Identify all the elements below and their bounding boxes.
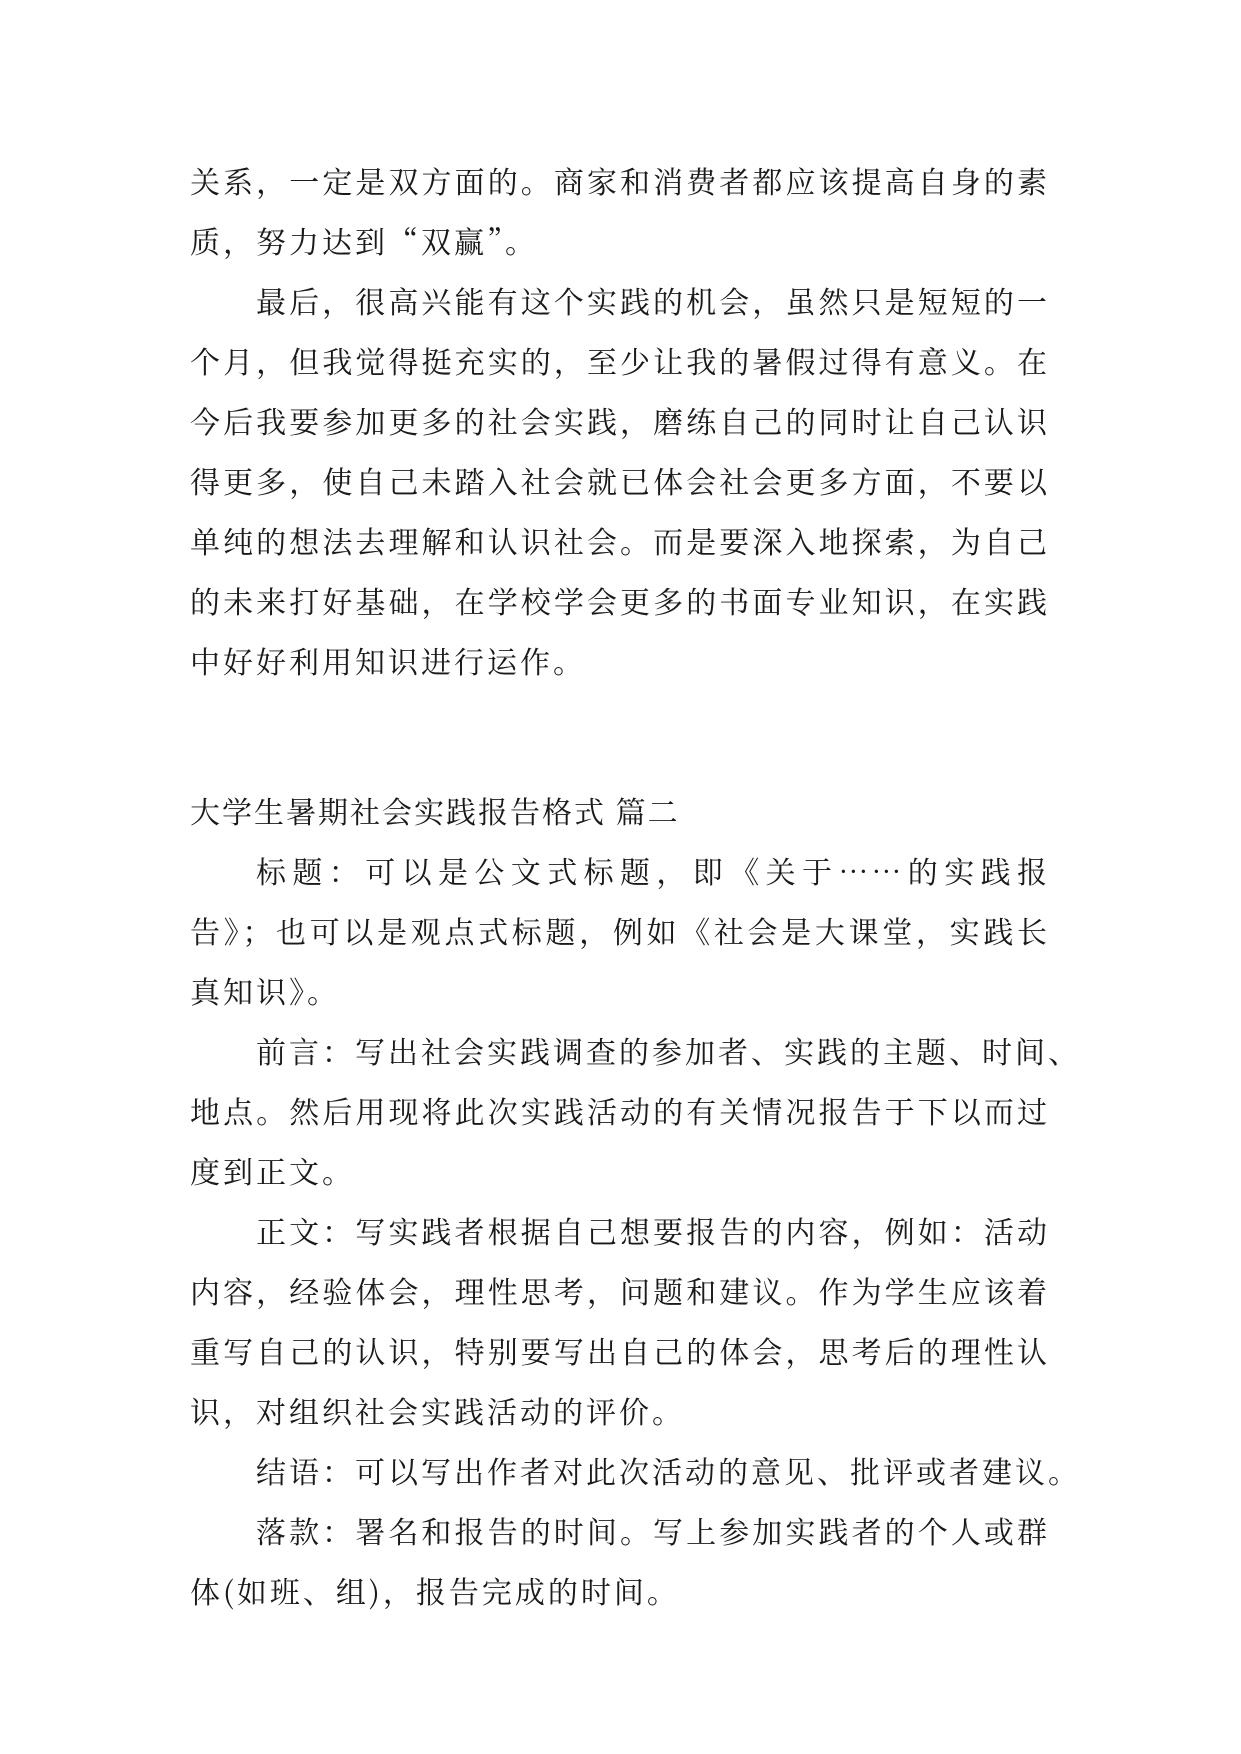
paragraph-preface [190,1020,1081,1200]
text-line: 质，努力达到“双赢”。 [190,218,538,262]
paragraph-title [190,840,1050,1020]
text-line: 正文：写实践者根据自己想要报告的内容，例如：活动 [256,1208,1050,1252]
text-line: 的未来打好基础，在学校学会更多的书面专业知识，在实践 [190,578,1050,622]
text-line: 标题：可以是公文式标题，即《关于……的实践报 [256,848,1050,892]
text-line: 地点。然后用现将此次实践活动的有关情况报告于下以而过 [190,1088,1050,1132]
text-line: 单纯的想法去理解和认识社会。而是要深入地探索，为自己 [190,518,1050,562]
text-line: 落款：署名和报告的时间。写上参加实践者的个人或群 [256,1508,1050,1552]
paragraph-body [190,1200,1050,1440]
section-gap [190,690,1050,780]
paragraph-signature [190,1500,1050,1620]
text-line: 真知识》。 [190,968,340,1012]
text-line: 识，对组织社会实践活动的评价。 [190,1388,685,1432]
text-line: 得更多，使自己未踏入社会就已体会社会更多方面，不要以 [190,458,1050,502]
text-line: 结语：可以写出作者对此次活动的意见、批评或者建议。 [256,1448,1081,1492]
text-line: 度到正文。 [190,1148,355,1192]
text-line: 内容，经验体会，理性思考，问题和建议。作为学生应该着 [190,1268,1050,1312]
text-line: 最后，很高兴能有这个实践的机会，虽然只是短短的一 [256,278,1050,322]
text-line: 告》；也可以是观点式标题，例如《社会是大课堂，实践长 [190,908,1050,952]
text-line: 今后我要参加更多的社会实践，磨练自己的同时让自己认识 [190,398,1050,442]
document-body [190,150,1081,1620]
paragraph-top [190,150,1050,270]
text-line: 关系，一定是双方面的。商家和消费者都应该提高自身的素 [190,158,1050,202]
text-line: 体(如班、组)，报告完成的时间。 [190,1568,680,1612]
text-line: 个月，但我觉得挺充实的，至少让我的暑假过得有意义。在 [190,338,1050,382]
text-line: 前言：写出社会实践调查的参加者、实践的主题、时间、 [256,1028,1081,1072]
text-line: 重写自己的认识，特别要写出自己的体会，思考后的理性认 [190,1328,1050,1372]
paragraph-conclusion [190,1440,1081,1500]
paragraph-final [190,270,1050,690]
section-heading: 大学生暑期社会实践报告格式 篇二 [190,788,680,832]
text-line: 中好好利用知识进行运作。 [190,638,586,682]
